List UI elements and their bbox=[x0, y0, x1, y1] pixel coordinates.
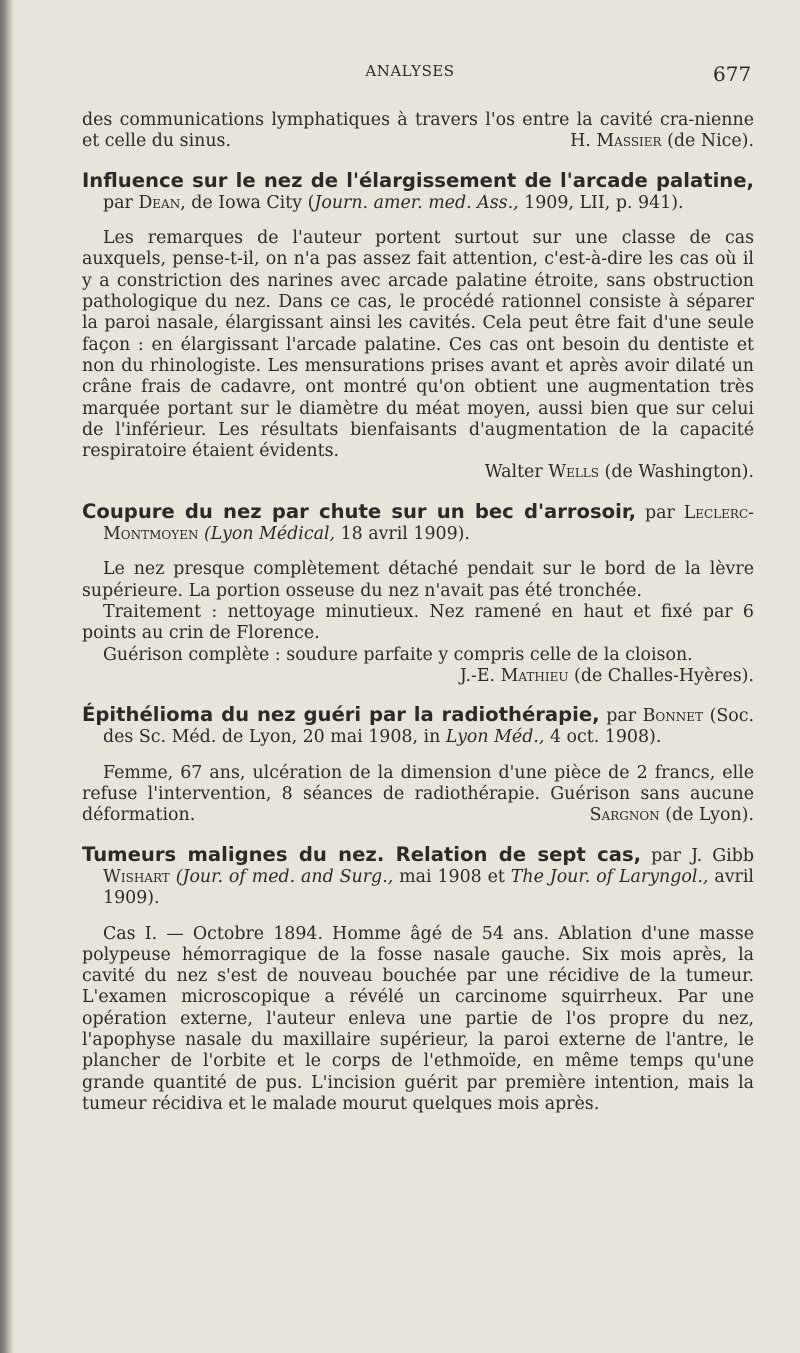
article-1-body: Les remarques de l'auteur portent surtout sur une classe de cas auxquels, pense-t-il, on n'a pas assez fait attention, c'est-à-dire les cas où il y a constriction des narines avec arcade palatine étroite, sans obstruction pathologique du nez. Dans ce cas, le procédé rationnel consiste à séparer la paroi nasale, élargissant ainsi les cavités. Cela peut être fait d'une seule façon : en élargissant l'arcade palatine. Ces cas ont besoin du dentiste et non du rhinologiste. Les mensurations prises avant et après avoir dilaté un crâne frais de cadavre, ont montré qu'on obtient une augmentation très marquée portant sur le diamètre du méat moyen, aussi bien que sur celui de l'inférieur. Les résultats bienfaisants d'augmentation de la capacité respiratoire étaient évidents. bbox=[82, 228, 754, 462]
article-1-author: Dean, bbox=[138, 192, 186, 213]
signature-name: Sargnon bbox=[589, 805, 660, 826]
article-2-author: Leclerc-Montmoyen bbox=[103, 502, 754, 545]
page-header bbox=[0, 62, 800, 88]
page-body bbox=[82, 110, 754, 1115]
article-2-journal: (Lyon Médical, bbox=[204, 524, 336, 545]
article-4-title: Tumeurs malignes du nez. Relation de sept cas, bbox=[82, 842, 642, 866]
article-1-journal: Journ. amer. med. Ass., bbox=[314, 192, 519, 213]
article-3-title: Épithélioma du nez guéri par la radiothérapie, bbox=[82, 703, 600, 727]
article-2-paragraph-3: Guérison complète : soudure parfaite y compris celle de la cloison. bbox=[103, 644, 693, 665]
article-2-heading: Coupure du nez par chute sur un bec d'arrosoir, par Leclerc-Montmoyen (Lyon Médical, 18 avril 1909). bbox=[82, 499, 754, 545]
intro-text: des communications lymphatiques à travers l'os entre la cavité cra-nienne et celle du sinus. bbox=[82, 110, 754, 152]
article-4-author: Wishart bbox=[103, 866, 170, 887]
page-number: 677 bbox=[713, 62, 752, 86]
intro-paragraph bbox=[82, 110, 754, 153]
signature-name: Wells bbox=[548, 462, 599, 483]
running-title: ANALYSES bbox=[365, 62, 455, 80]
article-4-body: Cas I. — Octobre 1894. Homme âgé de 54 ans. Ablation d'une masse polypeuse hémorragique de la fosse nasale gauche. Six mois après, la cavité du nez s'est de nouveau bouchée par une récidive de la tumeur. L'examen microscopique a révélé un carcinome squirrheux. Par une opération externe, l'auteur enleva une partie de l'os propre du nez, l'apophyse nasale du maxillaire supérieur, la paroi externe de l'antre, le plancher de l'orbite et le corps de l'ethmoïde, en même temps qu'une grande quantité de pus. L'incision guérit par première intention, mais la tumeur récidiva et le malade mourut quelques mois après. bbox=[82, 923, 754, 1114]
article-3-author: Bonnet bbox=[642, 706, 703, 727]
article-4-heading: Tumeurs malignes du nez. Relation de sept cas, par J. Gibb Wishart (Jour. of med. and Surg., mai 1908 et The Jour. of Laryngol., avril 1909). bbox=[82, 842, 754, 909]
article-3-signature: Sargnon (de Lyon). bbox=[589, 805, 754, 826]
article-2-paragraph-2: Traitement : nettoyage minutieux. Nez ramené en haut et fixé par 6 points au crin de Florence. bbox=[82, 601, 754, 644]
article-3-heading: Épithélioma du nez guéri par la radiothérapie, par Bonnet (Soc. des Sc. Méd. de Lyon, 20 mai 1908, in Lyon Méd., 4 oct. 1908). bbox=[82, 703, 755, 748]
article-2-signature: J.-E. Mathieu (de Challes-Hyères). bbox=[459, 665, 754, 686]
article-3-body: Femme, 67 ans, ulcération de la dimension d'une pièce de 2 francs, elle refuse l'intervention, 8 séances de radiothérapie. Guérison sans aucune déformation. Sargnon (de Lyon). bbox=[82, 762, 754, 826]
article-4-journal-2: The Jour. of Laryngol., bbox=[510, 866, 709, 887]
article-4-journal-1: (Jour. of med. and Surg., bbox=[175, 866, 394, 887]
article-3-journal: Lyon Méd., bbox=[445, 727, 545, 748]
article-2-paragraph-1: Le nez presque complètement détaché pendait sur le bord de la lèvre supérieure. La portion osseuse du nez n'avait pas été tronchée. bbox=[82, 559, 754, 601]
article-2-title: Coupure du nez par chute sur un bec d'arrosoir, bbox=[82, 499, 637, 523]
intro-signature: H. Massier (de Nice). bbox=[570, 131, 754, 152]
article-1-signature: Walter Wells (de Washington). bbox=[484, 462, 754, 483]
article-1-title: Influence sur le nez de l'élargissement de l'arcade palatine, bbox=[82, 168, 754, 192]
signature-name: Mathieu bbox=[500, 665, 569, 686]
signature-name: Massier bbox=[596, 131, 662, 152]
article-1-heading: Influence sur le nez de l'élargissement de l'arcade palatine, par Dean, de Iowa City (Journ. amer. med. Ass., 1909, LII, p. 941). bbox=[82, 168, 754, 213]
